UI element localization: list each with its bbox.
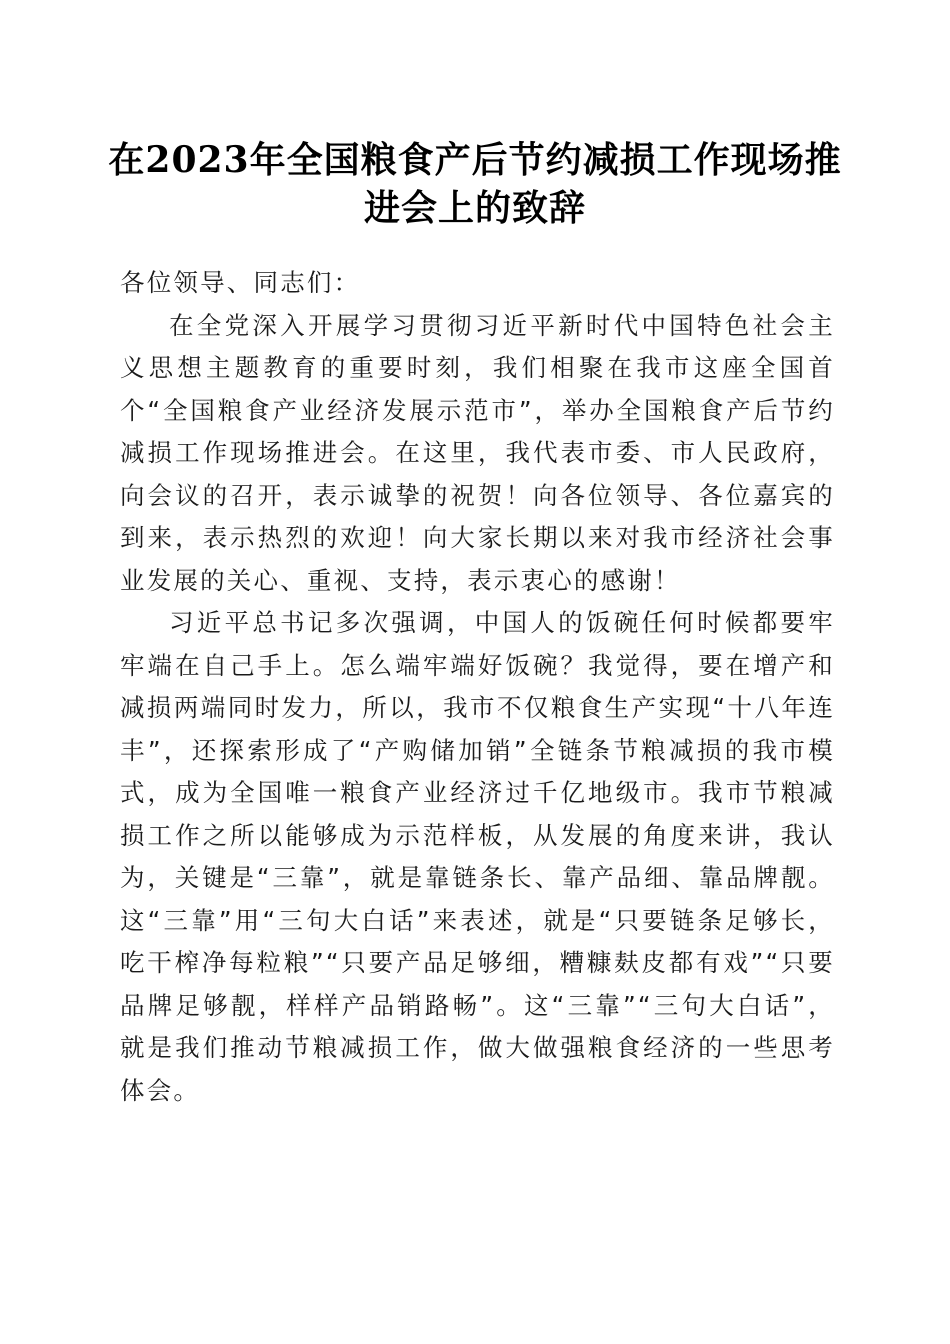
- document-body: [120, 262, 835, 1112]
- salutation: 各位领导、同志们：: [120, 268, 361, 297]
- document-title: [100, 136, 850, 232]
- title-line-2: 进会上的致辞: [363, 187, 586, 229]
- title-line-1: 在2023年全国粮食产后节约减损工作现场推: [108, 139, 842, 181]
- paragraph-2: 习近平总书记多次强调，中国人的饭碗任何时候都要牢牢端在自己手上。怎么端牢端好饭碗？我觉得，要在增产和减损两端同时发力，所以，我市不仅粮食生产实现“十八年连丰”，还探索形成了“产购储加销”全链条节粮减损的我市模式，成为全国唯一粮食产业经济过千亿地级市。我市节粮减损工作之所以能够成为示范样板，从发展的角度来讲，我认为，关键是“三靠”，就是靠链条长、靠产品细、靠品牌靓。这“三靠”用“三句大白话”来表述，就是“只要链条足够长，吃干榨净每粒粮”“只要产品足够细，糟糠麸皮都有戏”“只要品牌足够靓，样样产品销路畅”。这“三靠”“三句大白话”，就是我们推动节粮减损工作，做大做强粮食经济的一些思考体会。: [120, 608, 835, 1105]
- paragraph-1: 在全党深入开展学习贯彻习近平新时代中国特色社会主义思想主题教育的重要时刻，我们相聚在我市这座全国首个“全国粮食产业经济发展示范市”，举办全国粮食产后节约减损工作现场推进会。在这里，我代表市委、市人民政府，向会议的召开，表示诚挚的祝贺！向各位领导、各位嘉宾的到来，表示热烈的欢迎！向大家长期以来对我市经济社会事业发展的关心、重视、支持，表示衷心的感谢！: [120, 310, 835, 595]
